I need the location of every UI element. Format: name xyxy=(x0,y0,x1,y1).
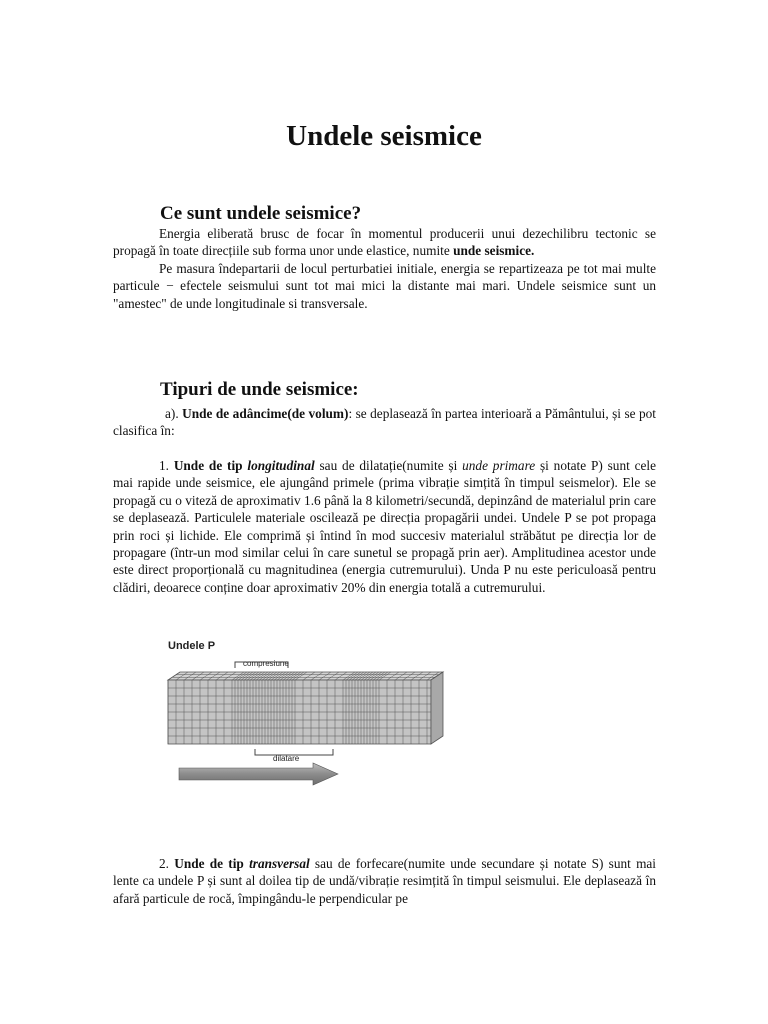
item-transversal xyxy=(113,855,656,907)
block-side-face xyxy=(431,672,443,744)
paragraph-body-waves: a). Unde de adâncime(de volum): se deplasează în partea interioară a Pământului, și se pot clasifica în: xyxy=(113,406,657,439)
paragraph-definition: Energia eliberată brusc de focar în momentul producerii unui dezechilibru tectonic se propagă în toate direcțiile sub forma unor unde elastice, numite unde seismice. xyxy=(113,226,656,259)
paragraph-s-waves: 2. Unde de tip transversal sau de forfecare(numite unde secundare și notate S) sunt mai lente ca undele P și sunt al doilea tip de undă/vibrație resimțită în timpul seismului. Ele deplasează în afară particule de rocă, împingându-le perpendicular pe xyxy=(113,856,657,906)
propagation-arrow xyxy=(179,763,338,785)
page-title: Undele seismice xyxy=(286,120,482,152)
section-heading-types: Tipuri de unde seismice: xyxy=(160,379,359,400)
paragraph-p-waves: 1. Unde de tip longitudinal sau de dilatație(numite și unde primare și notate P) sunt cele mai rapide unde seismice, ele ajungând primele (prima vibrație simțită în timpul seismelor). Ele se propagă cu o viteză de aproximativ 1.6 până la 8 kilometri/secundă, depinzând de materialul prin care se deplasează. Particulele materiale oscilează pe direcția propagării undei. Undele P se pot propaga prin roci și lichide. Ele comprimă și întind în mod succesiv materialul străbătut pe direcția lor de propagare (într-un mod similar celui în care sunetul se propagă prin aer). Amplitudinea acestor unde este direct proporțională cu magnitudinea (energia cutremurului). Unda P nu este periculoasă pentru clădiri, deoarece conține doar aproximativ 20% din energia totală a cutremurului. xyxy=(113,458,657,595)
figure-title: Undele P xyxy=(168,640,216,652)
section-2-intro xyxy=(113,405,656,440)
section-1-body xyxy=(113,225,656,312)
term-unde-seismice: unde seismice. xyxy=(453,243,535,259)
label-dilatare: dilatare xyxy=(273,754,300,763)
paragraph-attenuation: Pe masura îndepartarii de locul perturbatiei initiale, energia se repartizeaza pe tot mai multe particule − efectele seismului sunt tot mai mici la distante mai mari. Undele seismice sunt un "amestec" de unde longitudinale si transversale. xyxy=(113,260,656,311)
label-compresiune: compresiune xyxy=(243,659,289,668)
p-wave-figure xyxy=(163,632,453,792)
section-heading-what-are: Ce sunt undele seismice? xyxy=(160,203,362,224)
item-longitudinal xyxy=(113,457,656,596)
